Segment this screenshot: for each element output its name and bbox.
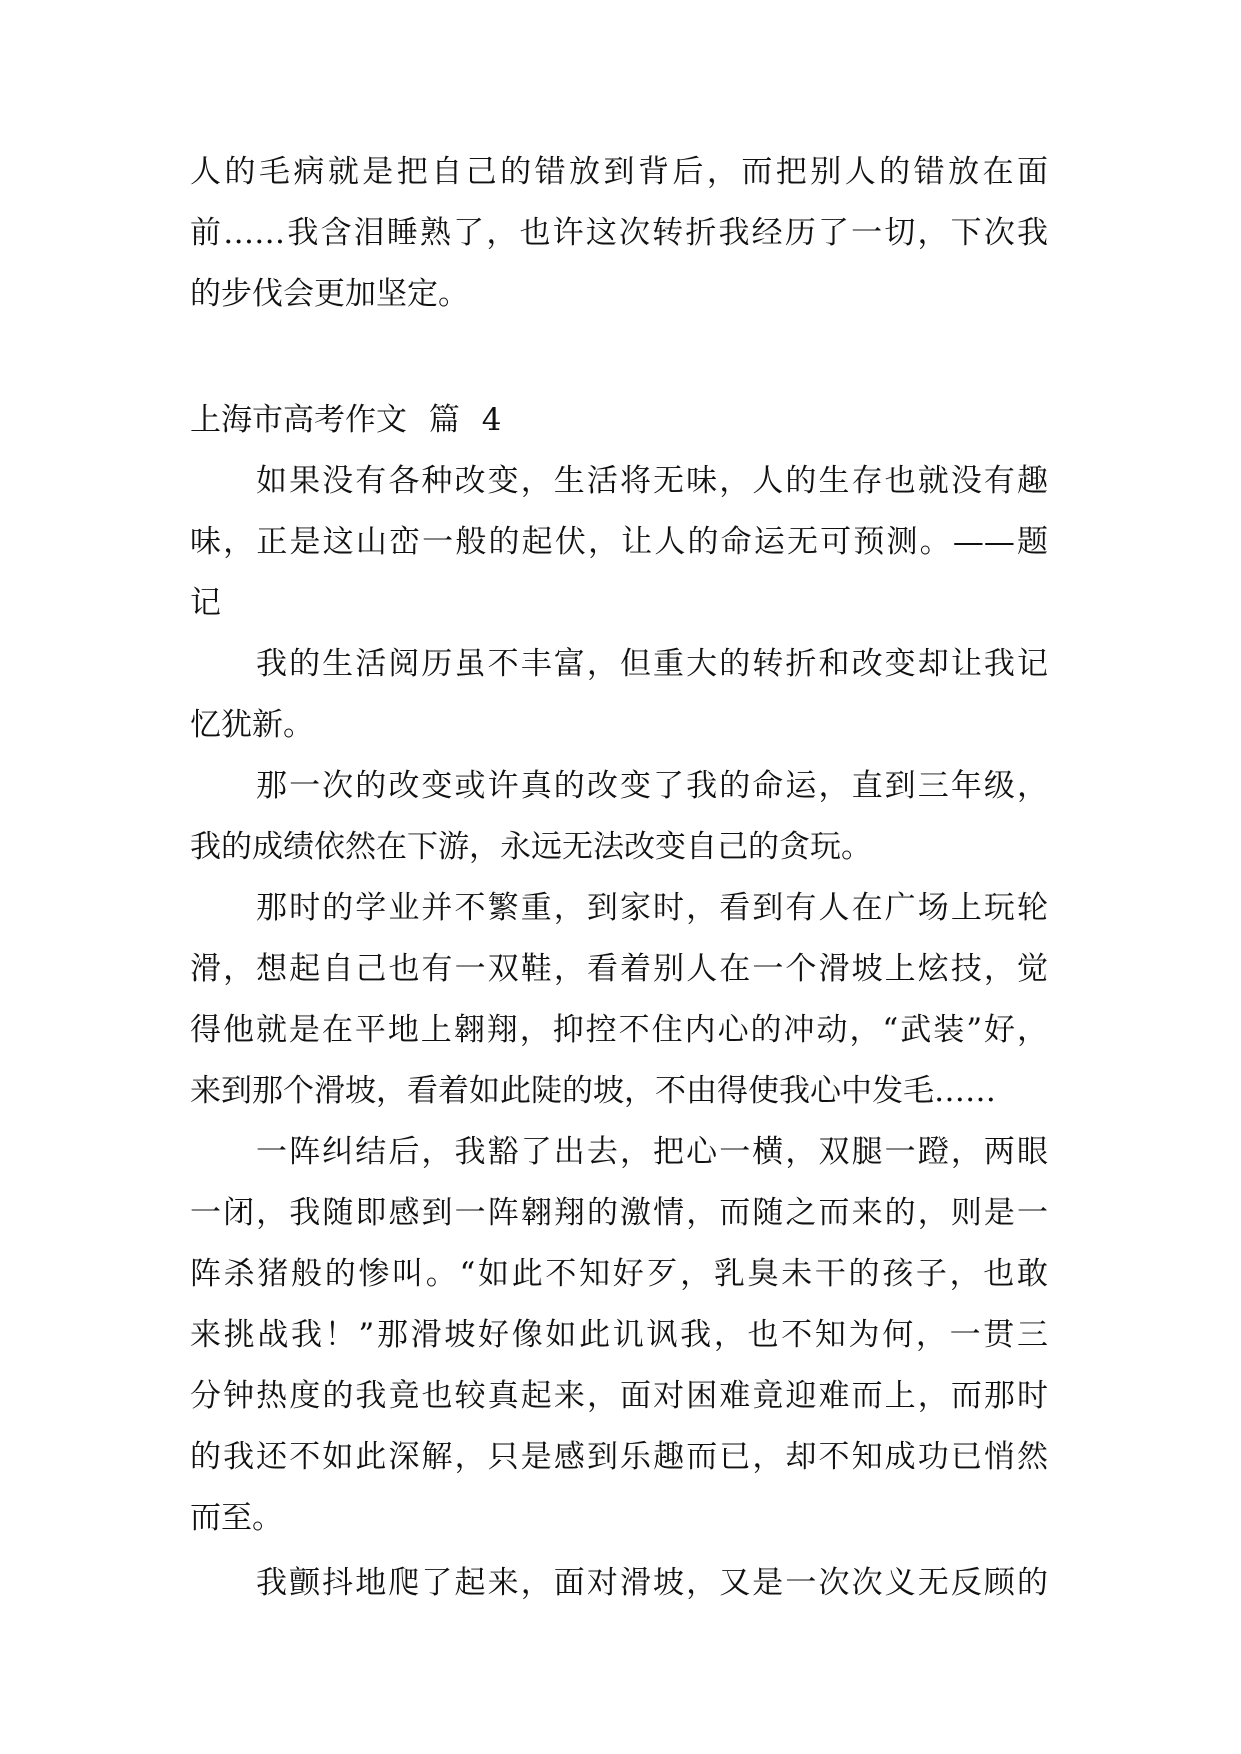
paragraph-5-line-2: 一闭，我随即感到一阵翱翔的激情，而随之而来的，则是一 <box>190 1195 1048 1231</box>
paragraph-4-line-2: 滑，想起自己也有一双鞋，看着别人在一个滑坡上炫技，觉 <box>190 951 1048 987</box>
paragraph-5-line-7: 而至。 <box>190 1500 283 1536</box>
paragraph-2-line-2: 忆犹新。 <box>190 707 314 743</box>
intro-line-1: 人的毛病就是把自己的错放到背后，而把别人的错放在面 <box>190 154 1048 190</box>
paragraph-2-line-1: 我的生活阅历虽不丰富，但重大的转折和改变却让我记 <box>256 646 1048 682</box>
paragraph-3-line-2: 我的成绩依然在下游，永远无法改变自己的贪玩。 <box>190 829 872 865</box>
paragraph-4-line-1: 那时的学业并不繁重，到家时，看到有人在广场上玩轮 <box>256 890 1048 926</box>
paragraph-3-line-1: 那一次的改变或许真的改变了我的命运，直到三年级， <box>256 768 1048 804</box>
paragraph-4-line-4: 来到那个滑坡，看着如此陡的坡，不由得使我心中发毛…… <box>190 1073 996 1109</box>
paragraph-5-line-4: 来挑战我！”那滑坡好像如此讥讽我，也不知为何，一贯三 <box>190 1317 1048 1353</box>
paragraph-1-line-2: 味，正是这山峦一般的起伏，让人的命运无可预测。——题 <box>190 524 1048 560</box>
paragraph-5-line-3: 阵杀猪般的惨叫。“如此不知好歹，乳臭未干的孩子，也敢 <box>190 1256 1048 1292</box>
paragraph-1-line-1: 如果没有各种改变，生活将无味，人的生存也就没有趣 <box>256 463 1048 499</box>
paragraph-1-line-3: 记 <box>190 585 221 621</box>
section-title: 上海市高考作文 篇 4 <box>190 402 502 438</box>
paragraph-5-line-5: 分钟热度的我竟也较真起来，面对困难竟迎难而上，而那时 <box>190 1378 1048 1414</box>
paragraph-4-line-3: 得他就是在平地上翱翔，抑控不住内心的冲动，“武装”好， <box>190 1012 1048 1048</box>
intro-line-3: 的步伐会更加坚定。 <box>190 276 469 312</box>
paragraph-5-line-1: 一阵纠结后，我豁了出去，把心一横，双腿一蹬，两眼 <box>256 1134 1048 1170</box>
intro-line-2: 前……我含泪睡熟了，也许这次转折我经历了一切，下次我 <box>190 215 1048 251</box>
paragraph-5-line-6: 的我还不如此深解，只是感到乐趣而已，却不知成功已悄然 <box>190 1439 1048 1475</box>
paragraph-6-line-1: 我颤抖地爬了起来，面对滑坡，又是一次次义无反顾的 <box>256 1565 1048 1601</box>
